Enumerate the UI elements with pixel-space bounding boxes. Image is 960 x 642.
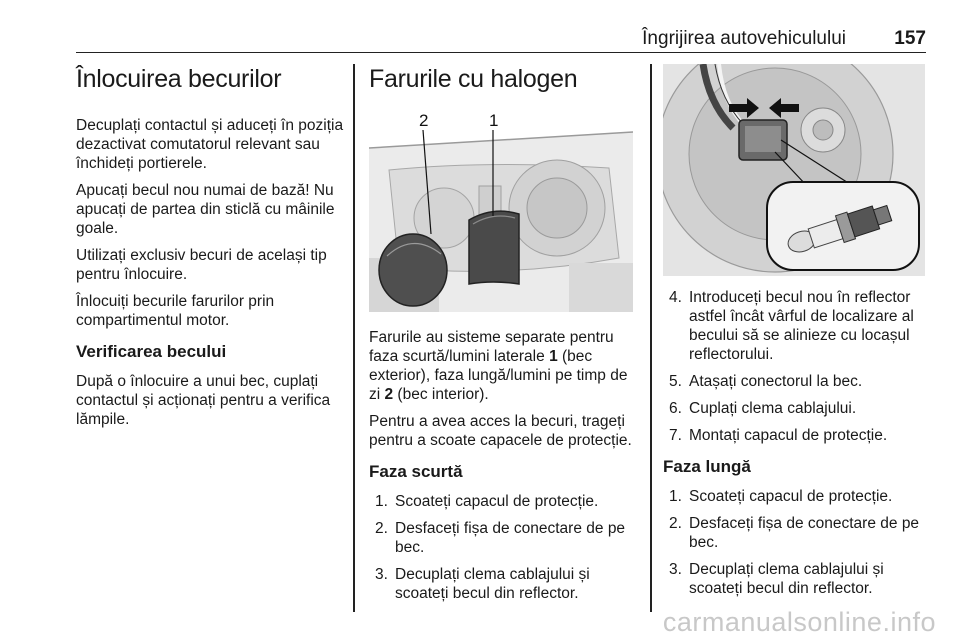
list-item: 3. Decuplați clema cablajului și scoateți becul din reflector.	[669, 561, 884, 597]
subsection-title-low-beam: Faza scurtă	[369, 462, 463, 481]
section-title-bulb-replacement: Înlocuirea becurilor	[76, 65, 282, 93]
callout-label-1: 1	[489, 111, 499, 130]
list-item: 1. Scoateți capacul de protecție.	[375, 493, 599, 510]
paragraph: Utilizați exclusiv becuri de același tip pentru înlocuire.	[76, 247, 327, 283]
column-3	[663, 64, 927, 606]
list-item: 2. Desfaceți fișa de conectare de pe bec.	[669, 515, 920, 551]
watermark: carmanualsonline.info	[662, 607, 936, 637]
page-number: 157	[894, 28, 926, 49]
paragraph: Apucați becul nou numai de bază! Nu apucați de partea din sticlă cu mâinile goale.	[76, 182, 335, 237]
headlight-illustration	[369, 108, 633, 312]
list-item: 3. Decuplați clema cablajului și scoateți becul din reflector.	[375, 566, 590, 602]
list-item: 5. Atașați conectorul la bec.	[669, 373, 863, 390]
column-1	[76, 64, 346, 437]
list-item: 2. Desfaceți fișa de conectare de pe bec.	[375, 520, 626, 556]
paragraph: Înlocuiți becurile farurilor prin compartimentul motor.	[76, 293, 275, 329]
bulb-socket-drawing	[663, 64, 925, 276]
column-divider-left	[353, 64, 355, 612]
paragraph: Pentru a avea acces la becuri, trageți pentru a scoate capacele de protecție.	[369, 413, 632, 449]
page-header	[76, 28, 926, 53]
headlight-drawing	[369, 108, 633, 312]
section-title-halogen-headlights: Farurile cu halogen	[369, 65, 578, 93]
subsection-title-high-beam: Faza lungă	[663, 457, 751, 476]
bold-ref-2: 2	[384, 386, 394, 403]
column-divider-right	[650, 64, 652, 612]
bulb-socket-illustration	[663, 64, 925, 276]
list-item: 4. Introduceți becul nou în reflector astfel încât vârful de localizare al becului să se alinieze cu locașul reflectorului.	[669, 289, 914, 363]
list-item: 6. Cuplați clema cablajului.	[669, 400, 857, 417]
paragraph: Decuplați contactul și aduceți în poziția dezactivat comutatorul relevant sau închideți portierele.	[76, 117, 344, 172]
bold-ref-1: 1	[549, 348, 558, 365]
column-2	[369, 64, 635, 611]
paragraph: După o înlocuire a unui bec, cuplați contactul și acționați pentru a verifica lămpile.	[76, 373, 331, 428]
list-item: 7. Montați capacul de protecție.	[669, 427, 888, 444]
steps-low-beam	[369, 492, 635, 603]
steps-high-beam	[663, 487, 927, 598]
header-title: Îngrijirea autovehiculului	[642, 28, 846, 49]
steps-low-beam-continued	[663, 288, 927, 445]
list-item: 1. Scoateți capacul de protecție.	[669, 488, 893, 505]
paragraph-headlight-systems: Farurile au sisteme separate pentru faza scurtă/lumini laterale 1 (bec exterior), faza lungă/lumini pe timp de zi 2 (bec interior).	[369, 329, 628, 403]
callout-label-2: 2	[419, 111, 429, 130]
subsection-title-bulb-check: Verificarea becului	[76, 342, 227, 361]
